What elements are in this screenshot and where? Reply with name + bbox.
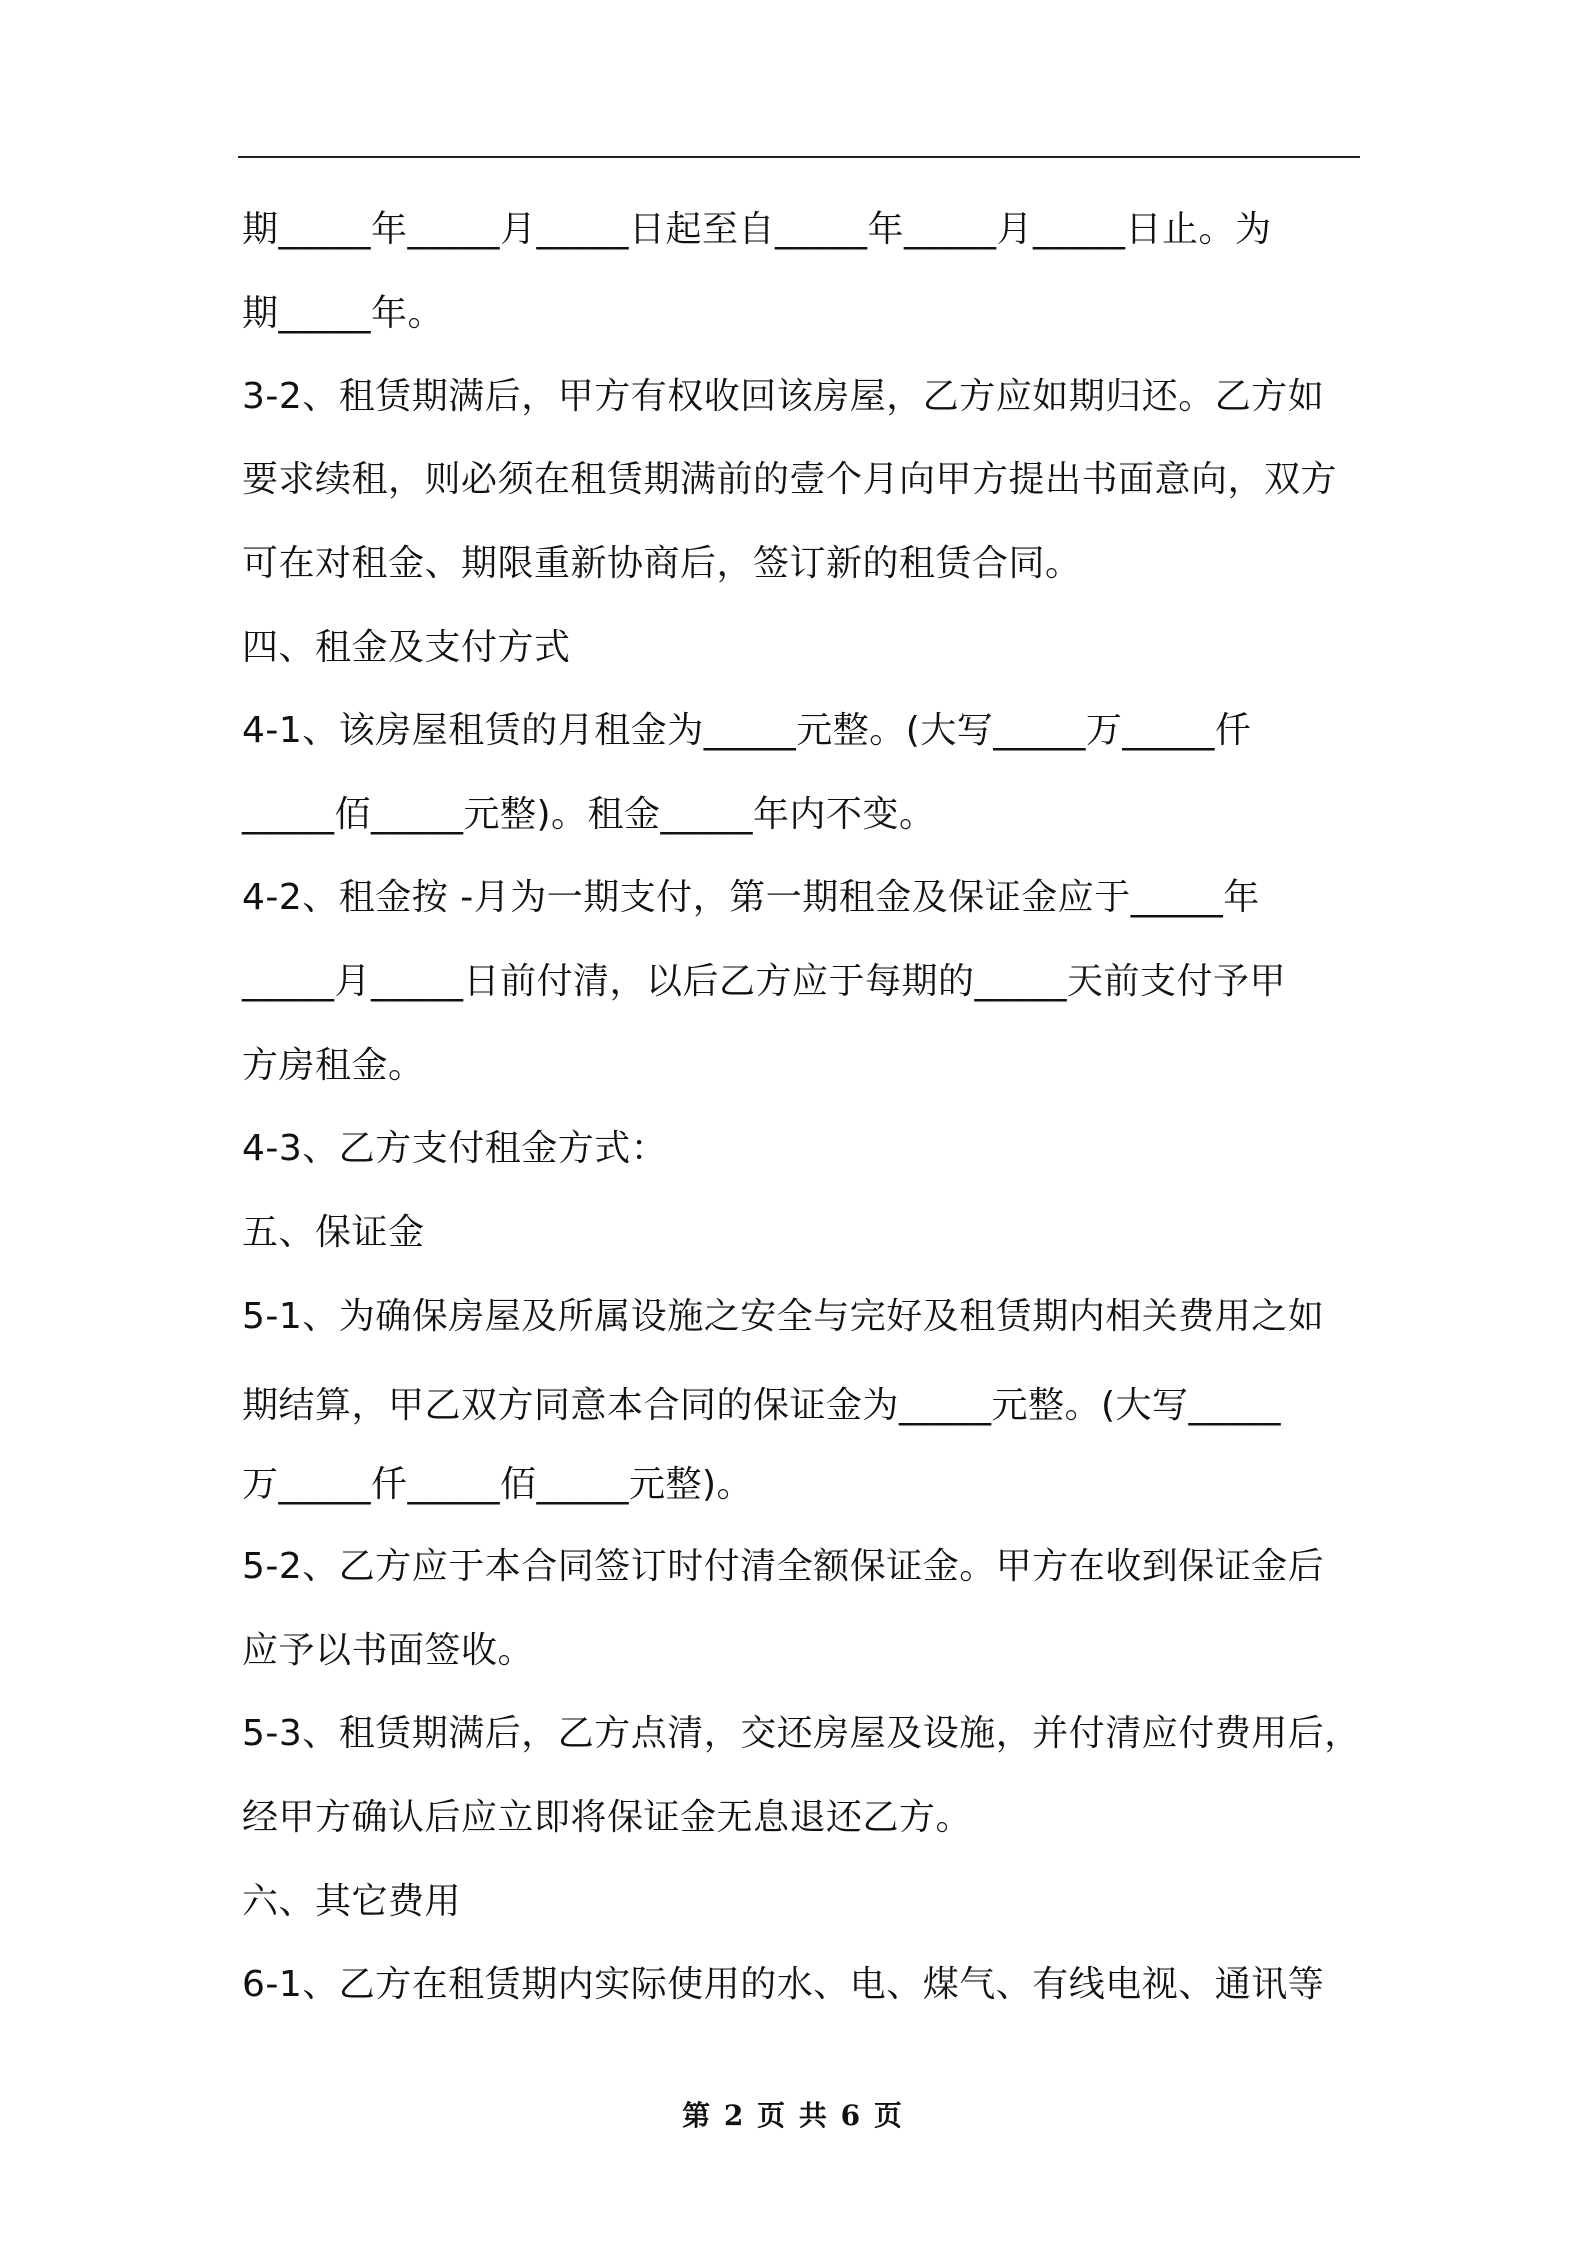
text-line: 期结算，甲乙双方同意本合同的保证金为_____元整。(大写_____ (242, 1385, 1282, 1426)
page-number-footer: 第 2 页 共 6 页 (682, 2099, 904, 2132)
text-line: _____佰_____元整)。租金_____年内不变。 (242, 794, 936, 835)
header-rule (238, 156, 1360, 158)
text-line: 经甲方确认后应立即将保证金无息退还乙方。 (242, 1797, 973, 1838)
section-heading: 六、其它费用 (242, 1881, 462, 1922)
text-line: 期_____年_____月_____日起至自_____年_____月_____日止。为 (242, 209, 1272, 250)
text-line: 5-3、租赁期满后，乙方点清，交还房屋及设施，并付清应付费用后， (242, 1713, 1361, 1754)
text-line: 4-1、该房屋租赁的月租金为_____元整。(大写_____万_____仟 (242, 710, 1252, 751)
text-line: 期_____年。 (242, 293, 445, 334)
text-line: 4-3、乙方支付租金方式： (242, 1128, 668, 1169)
text-line: 要求续租，则必须在租赁期满前的壹个月向甲方提出书面意向，双方 (242, 459, 1338, 500)
text-line: 3-2、租赁期满后，甲方有权收回该房屋，乙方应如期归还。乙方如 (242, 376, 1325, 417)
text-line: _____月_____日前付清，以后乙方应于每期的_____天前支付予甲 (242, 961, 1287, 1002)
text-line: 万_____仟_____佰_____元整)。 (242, 1464, 754, 1505)
text-line: 4-2、租金按 -月为一期支付，第一期租金及保证金应于_____年 (242, 877, 1260, 918)
text-line: 6-1、乙方在租赁期内实际使用的水、电、煤气、有线电视、通讯等 (242, 1964, 1325, 2005)
text-line: 可在对租金、期限重新协商后，签订新的租赁合同。 (242, 543, 1082, 584)
text-line: 5-2、乙方应于本合同签订时付清全额保证金。甲方在收到保证金后 (242, 1546, 1325, 1587)
text-line: 应予以书面签收。 (242, 1630, 535, 1671)
section-heading: 五、保证金 (242, 1212, 425, 1253)
text-line: 5-1、为确保房屋及所属设施之安全与完好及租赁期内相关费用之如 (242, 1296, 1325, 1337)
text-line: 方房租金。 (242, 1045, 425, 1086)
section-heading: 四、租金及支付方式 (242, 627, 571, 668)
